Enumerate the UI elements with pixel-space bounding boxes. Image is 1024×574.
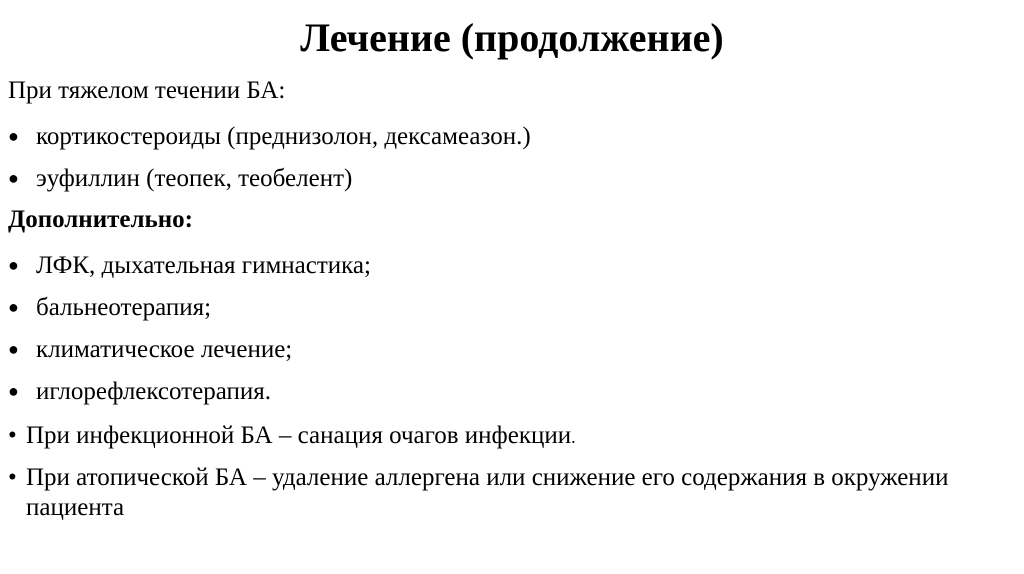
bullet-icon: ●: [8, 126, 19, 146]
note-text: При инфекционной БА – санация очагов инфекции: [26, 422, 572, 449]
bullet-icon: •: [8, 422, 17, 449]
list-item: [8, 121, 531, 152]
bullet-icon: ●: [8, 381, 19, 401]
note-item: [8, 421, 1008, 452]
list-item-text: кортикостероиды (преднизолон, дексамеазон.): [36, 123, 531, 150]
list-item-text: бальнеотерапия;: [36, 294, 212, 321]
list-item: [8, 334, 292, 365]
bullet-icon: ●: [8, 339, 19, 359]
list-item: [8, 376, 271, 407]
list-item: [8, 163, 352, 194]
bullet-icon: ●: [8, 168, 19, 188]
list-item-text: иглорефлексотерапия.: [36, 378, 271, 405]
list-item: [8, 292, 211, 323]
additional-heading: Дополнительно:: [8, 206, 193, 233]
note-suffix: .: [571, 427, 576, 447]
bullet-icon: ●: [8, 297, 19, 317]
note-item: [8, 463, 993, 523]
bullet-icon: •: [8, 464, 17, 491]
list-item-text: эуфиллин (теопек, теобелент): [36, 165, 353, 192]
list-item-text: климатическое лечение;: [36, 336, 293, 363]
bullet-icon: ●: [8, 255, 19, 275]
list-item: [8, 250, 371, 281]
note-text: При атопической БА – удаление аллергена или снижение его содержания в окружении пациента: [26, 464, 949, 521]
list-item-text: ЛФК, дыхательная гимнастика;: [36, 252, 371, 279]
slide-title: Лечение (продолжение): [300, 15, 724, 60]
severe-heading: При тяжелом течении БА:: [8, 77, 286, 104]
